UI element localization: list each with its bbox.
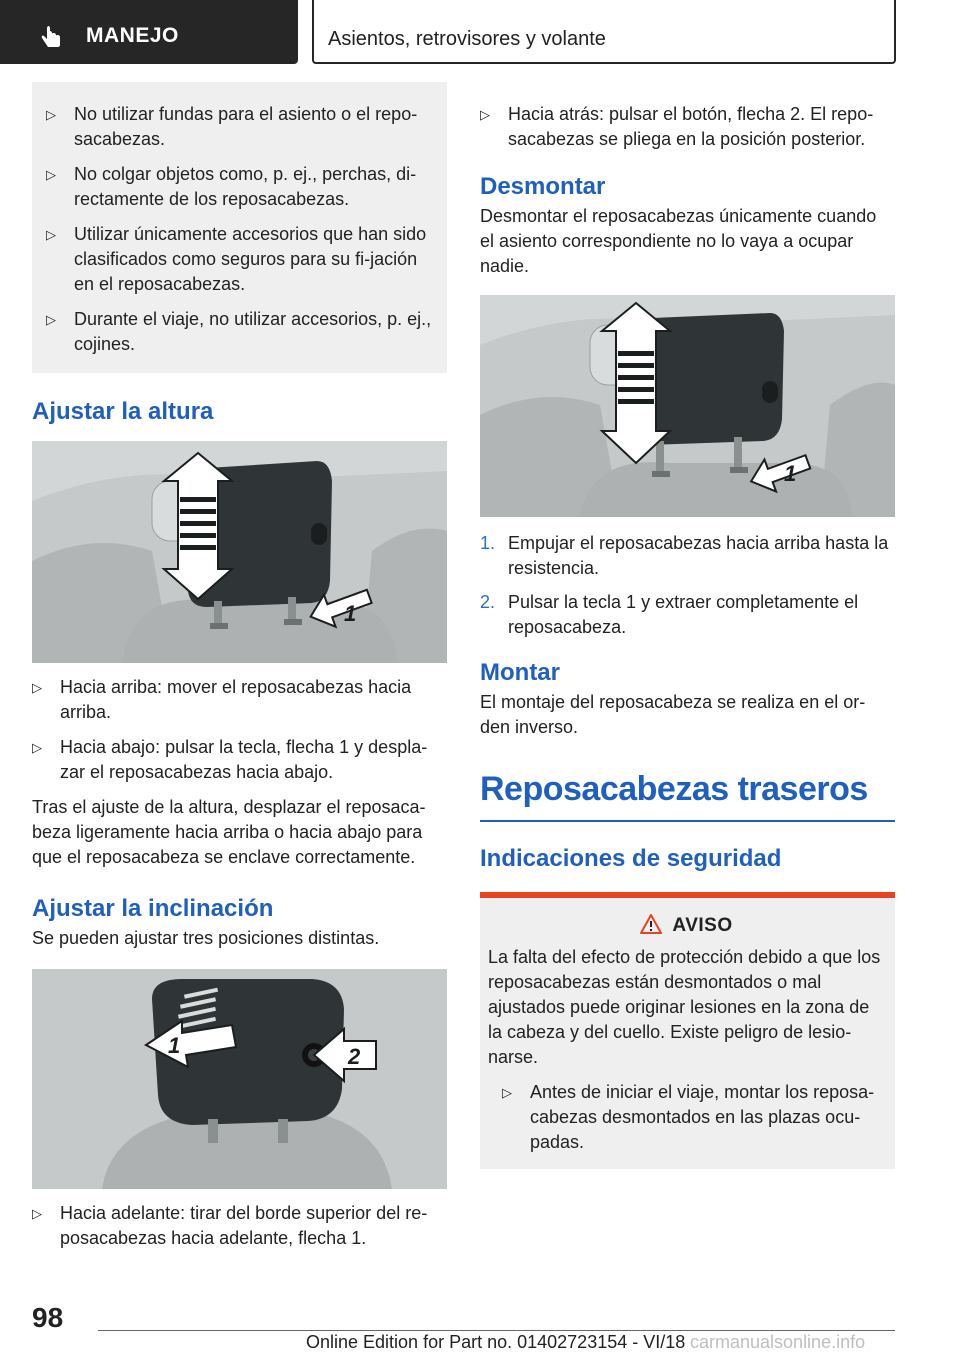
warning-box	[480, 892, 895, 1169]
section-label: Asientos, retrovisores y volante	[328, 28, 606, 50]
mount-paragraph: El montaje del reposacabeza se realiza en el or-den inverso.	[480, 692, 866, 737]
chapter-label: MANEJO	[86, 24, 179, 47]
triangle-bullet-icon: ▷	[32, 680, 42, 695]
list-item: ▷ Hacia arriba: mover el reposacabezas hacia arriba.	[32, 677, 412, 722]
tilt-adjust-figure	[32, 969, 447, 1189]
remove-steps-list	[480, 531, 895, 640]
list-item: ▷ Durante el viaje, no utilizar accesorios, p. ej., cojines.	[46, 309, 432, 354]
chapter-tab[interactable]	[0, 0, 298, 64]
page-number: 98	[32, 1302, 64, 1333]
triangle-bullet-icon: ▷	[46, 107, 56, 122]
headrest-height-illustration	[32, 441, 447, 663]
list-item: ▷ Hacia abajo: pulsar la tecla, flecha 1 y despla-zar el reposacabezas hacia abajo.	[32, 737, 428, 782]
section-tab[interactable]	[312, 0, 896, 64]
triangle-bullet-icon: ▷	[46, 167, 56, 182]
page-header	[0, 0, 960, 80]
headrest-remove-illustration	[480, 295, 895, 517]
remove-heading: Desmontar	[480, 173, 606, 200]
tilt-intro: Se pueden ajustar tres posiciones distintas.	[32, 928, 380, 948]
list-item: ▷ Hacia atrás: pulsar el botón, flecha 2. El repo-sacabezas se pliega en la posición posterior.	[480, 104, 874, 149]
warning-text: La falta del efecto de protección debido a que los reposacabezas están desmontados o mal ajustados puede originar lesiones en la zona de la cabeza y del cuello. Existe peligro de lesio-narse.	[488, 947, 881, 1067]
triangle-bullet-icon: ▷	[32, 740, 42, 755]
list-item: ▷ Utilizar únicamente accesorios que han sido clasificados como seguros para su fi-jación en el reposacabezas.	[46, 224, 427, 294]
safety-bullets-box	[32, 82, 447, 373]
warning-triangle-icon	[640, 914, 662, 934]
list-item: ▷ Antes de iniciar el viaje, montar los reposa-cabezas desmontados en las plazas ocu-padas.	[502, 1082, 875, 1152]
left-column	[32, 82, 447, 1261]
figure-callout-label: 1	[784, 461, 797, 486]
list-item: ▷ Hacia adelante: tirar del borde superior del re-posacabezas hacia adelante, flecha 1.	[32, 1203, 428, 1248]
figure-callout-label-1: 1	[168, 1033, 181, 1058]
tilt-back-bullet-list	[480, 102, 895, 152]
triangle-bullet-icon: ▷	[502, 1085, 512, 1100]
triangle-bullet-icon: ▷	[46, 227, 56, 242]
hand-pointer-icon	[38, 26, 64, 52]
footer-rule	[98, 1330, 895, 1331]
list-item: ▷ No colgar objetos como, p. ej., perchas, di-rectamente de los reposacabezas.	[46, 164, 417, 209]
triangle-bullet-icon: ▷	[46, 312, 56, 327]
page-footer	[0, 1290, 960, 1362]
right-column	[480, 82, 895, 1169]
remove-paragraph: Desmontar el reposacabezas únicamente cuando el asiento correspondiente no lo vaya a ocupar nadie.	[480, 206, 877, 276]
watermark: carmanualsonline.info	[690, 1332, 866, 1352]
mount-heading: Montar	[480, 659, 560, 686]
headrest-tilt-illustration	[32, 969, 447, 1189]
tilt-heading: Ajustar la inclinación	[32, 895, 274, 922]
height-bullet-list	[32, 675, 447, 785]
remove-figure	[480, 295, 895, 517]
edition-text: Online Edition for Part no. 01402723154 - VI/18	[306, 1332, 686, 1352]
main-section-heading: Reposacabezas traseros	[480, 770, 868, 808]
list-item: 1. Empujar el reposacabezas hacia arriba hasta la resistencia.	[480, 533, 889, 578]
list-item: ▷ No utilizar fundas para el asiento o el repo-sacabezas.	[46, 104, 418, 149]
list-item: 2. Pulsar la tecla 1 y extraer completamente el reposacabeza.	[480, 592, 859, 637]
heading-rule	[480, 820, 895, 822]
triangle-bullet-icon: ▷	[32, 1206, 42, 1221]
triangle-bullet-icon: ▷	[480, 107, 490, 122]
figure-callout-label: 1	[344, 601, 357, 626]
tilt-bullet-list	[32, 1201, 447, 1251]
warning-title: AVISO	[488, 914, 885, 937]
height-paragraph: Tras el ajuste de la altura, desplazar el reposaca-beza ligeramente hacia arriba o hacia abajo para que el reposacabeza se enclave correctamente.	[32, 797, 426, 867]
safety-bullet-list	[46, 102, 435, 357]
safety-heading: Indicaciones de seguridad	[480, 845, 782, 872]
height-heading: Ajustar la altura	[32, 398, 214, 425]
figure-callout-label-2: 2	[348, 1044, 361, 1069]
warning-bullet-list	[502, 1080, 885, 1155]
height-adjust-figure	[32, 441, 447, 663]
